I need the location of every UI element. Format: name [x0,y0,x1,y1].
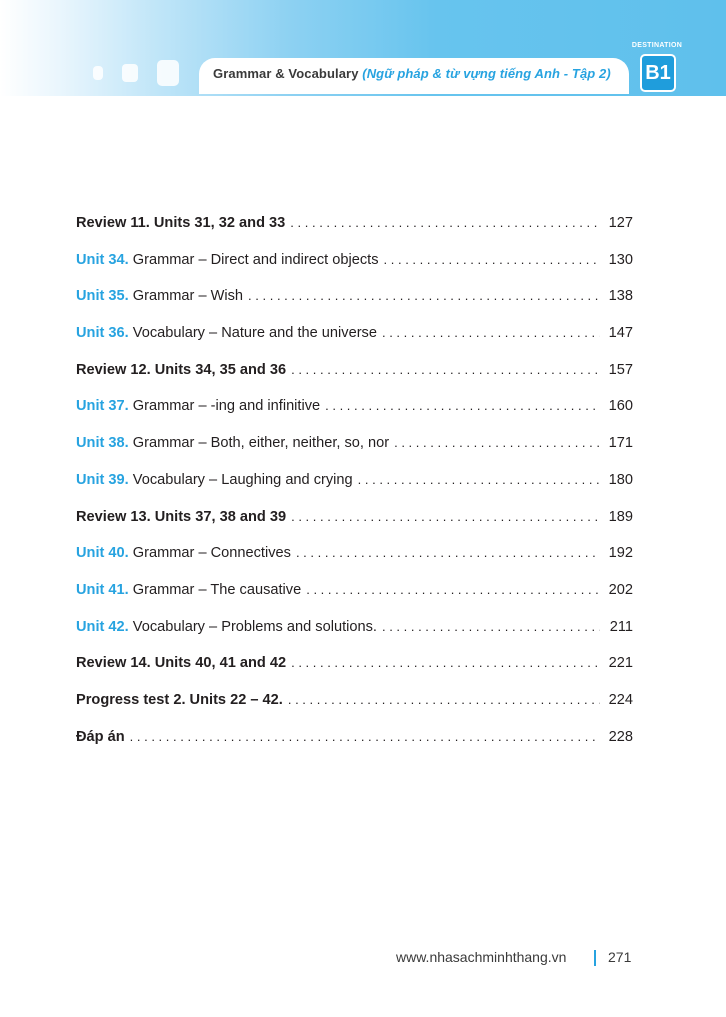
toc-entry-title: Unit 41. [76,581,129,598]
toc-entry-title: Unit 36. [76,325,129,342]
toc-entry-label [76,252,379,268]
toc-entry-title: Review 12. Units 34, 35 and 36 [76,361,287,378]
toc-entry-page: 171 [608,435,633,452]
toc-entry-title: Review 14. Units 40, 41 and 42 [76,655,287,672]
decorative-square [93,66,103,80]
toc-entry [76,472,633,509]
page-footer [396,949,636,969]
toc-dot-leader [358,472,600,487]
toc-entry-title: Unit 37. [76,398,129,415]
book-title [213,66,611,81]
series-logo-text: DESTINATION [631,42,683,49]
toc-entry [76,398,633,435]
toc-entry-label [76,215,285,231]
toc-entry [76,655,633,692]
toc-entry-label [76,729,125,745]
toc-entry-label [76,509,286,525]
toc-entry-page: 157 [608,361,633,378]
toc-entry-label [76,655,286,671]
toc-entry [76,435,633,472]
toc-entry [76,509,633,546]
toc-entry-topic: Vocabulary – Laughing and crying [128,471,353,488]
toc-entry-label [76,472,353,488]
toc-entry-topic: Grammar – Direct and indirect objects [128,251,379,268]
toc-entry-title: Progress test 2. Units 22 – 42. [76,691,283,708]
toc-entry-label [76,582,301,598]
toc-dot-leader [394,435,600,450]
toc-entry [76,582,633,619]
toc-entry-topic: Grammar – -ing and infinitive [128,398,321,415]
toc-dot-leader [248,288,600,303]
toc-entry-page: 192 [608,545,633,562]
level-logo: B1 [640,54,676,92]
toc-entry-topic: Grammar – Both, either, neither, so, nor [128,435,390,452]
toc-entry-label [76,435,389,451]
toc-entry-label [76,325,377,341]
toc-entry-topic: Grammar – Wish [128,288,244,305]
toc-entry [76,288,633,325]
toc-entry-label [76,619,377,635]
toc-entry-topic: Vocabulary – Problems and solutions. [128,618,377,635]
toc-entry-title: Đáp án [76,728,125,745]
toc-entry [76,252,633,289]
toc-dot-leader [384,252,600,267]
toc-entry [76,729,633,766]
toc-entry-topic: Grammar – Connectives [128,545,291,562]
toc-entry-title: Unit 42. [76,618,129,635]
toc-entry [76,325,633,362]
toc-entry-topic: Grammar – The causative [128,581,302,598]
toc-entry-page: 130 [608,251,633,268]
footer-divider [594,950,596,966]
toc-entry-title: Unit 35. [76,288,129,305]
toc-entry-page: 202 [608,581,633,598]
toc-entry-page: 224 [608,691,633,708]
toc-dot-leader [296,545,600,560]
toc-entry-title: Unit 38. [76,435,129,452]
table-of-contents [76,215,633,765]
toc-entry-title: Unit 39. [76,471,129,488]
toc-dot-leader [291,362,600,377]
toc-entry-page: 228 [608,728,633,745]
toc-entry-page: 147 [608,325,633,342]
toc-entry [76,362,633,399]
toc-entry-label [76,362,286,378]
toc-entry-page: 127 [608,215,633,231]
decorative-square [157,60,179,86]
toc-entry-label [76,545,291,561]
toc-entry-page: 138 [608,288,633,305]
toc-entry-title: Review 13. Units 37, 38 and 39 [76,508,287,525]
toc-entry [76,215,633,252]
book-title-sub: (Ngữ pháp & từ vựng tiếng Anh - Tập 2) [362,66,611,81]
toc-dot-leader [291,509,600,524]
page-number: 271 [608,949,632,965]
toc-dot-leader [382,619,600,634]
publisher-website: www.nhasachminhthang.vn [396,949,567,965]
toc-entry-page: 160 [608,398,633,415]
toc-entry-label [76,288,243,304]
toc-entry-page: 211 [609,618,633,635]
toc-dot-leader [291,655,600,670]
toc-entry [76,692,633,729]
toc-entry-label [76,398,320,414]
toc-entry-label [76,692,283,708]
toc-entry-topic: Vocabulary – Nature and the universe [128,325,377,342]
toc-entry-page: 221 [608,655,633,672]
toc-entry-title: Unit 34. [76,251,129,268]
toc-entry-page: 180 [608,471,633,488]
toc-dot-leader [130,729,600,744]
toc-entry-title: Review 11. Units 31, 32 and 33 [76,215,286,231]
toc-dot-leader [306,582,600,597]
toc-entry-title: Unit 40. [76,545,129,562]
toc-entry-page: 189 [608,508,633,525]
toc-dot-leader [325,398,600,413]
toc-entry [76,545,633,582]
toc-dot-leader [288,692,600,707]
toc-dot-leader [382,325,600,340]
decorative-square [122,64,138,82]
toc-entry [76,619,633,656]
book-title-main: Grammar & Vocabulary [213,66,359,81]
toc-dot-leader [290,215,600,230]
